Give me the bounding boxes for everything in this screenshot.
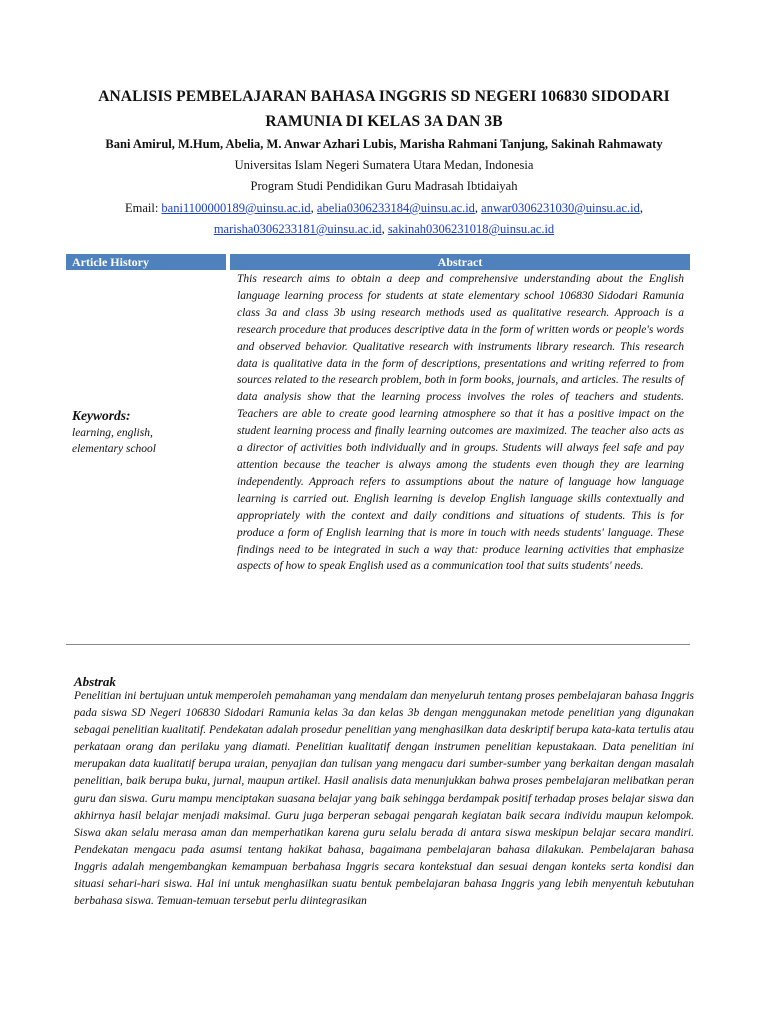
english-abstract: This research aims to obtain a deep and comprehensive understanding about the English language learning process for students at state elementary school 106830 Sidodari Ramunia class 3a and class 3b using research methods used as qualitative research. Approach is a research procedure that produces descriptive data in the form of written words or people's words and observed behavior. Qualitative research with instruments library research. This research data is qualitative data in the form of descriptions, presentations and writing referred to from sources related to the research problem, both in form books, journals, and articles. The results of data analysis show that the learning process involves the roles of teachers and students. Teachers are able to create good learning atmosphere so that it has a positive impact on the student learning process and finally learning outcomes are maximized. The teacher also acts as a director of activities both individually and in groups. Students will always feel safe and pay attention because the teacher is always among the students even though they are learning independently. Approach refers to assumptions about the nature of language how language learning is carried out. English learning is develop English language skills contextually and appropriately with the context and daily conditions and situations of students. This is for produce a form of English learning that is more in touch with needs students' language. These findings need to be integrated in such a way that: produce learning activities that emphasize aspects of how to speak English used as a communication tool that suits students' needs.	[237, 273, 684, 573]
author-list: Bani Amirul, M.Hum, Abelia, M. Anwar Azhari Lubis, Marisha Rahmani Tanjung, Sakinah Rahmawaty	[105, 137, 663, 151]
email-separator: ,	[310, 201, 314, 215]
email-separator: ,	[639, 201, 644, 215]
abstrak-title: Abstrak	[74, 674, 116, 689]
keywords-list: learning, english, elementary school	[72, 427, 156, 455]
email-separator: ,	[474, 201, 479, 215]
article-history-header: Article History	[66, 254, 226, 270]
affiliation-university: Universitas Islam Negeri Sumatera Utara Medan, Indonesia	[234, 158, 534, 172]
email-link[interactable]: abelia0306233184@uinsu.ac.id	[316, 201, 475, 215]
email-link[interactable]: marisha0306233181@uinsu.ac.id	[213, 222, 382, 236]
abstract-header: Abstract	[230, 254, 690, 270]
paper-title: ANALISIS PEMBELAJARAN BAHASA INGGRIS SD NEGERI 106830 SIDODARI RAMUNIA DI KELAS 3A DAN 3B	[98, 88, 670, 130]
email-link[interactable]: anwar0306231030@uinsu.ac.id	[481, 201, 640, 215]
email-label: Email:	[124, 201, 159, 215]
section-divider	[66, 644, 690, 645]
email-link[interactable]: sakinah0306231018@uinsu.ac.id	[387, 222, 555, 236]
email-separator: ,	[381, 222, 385, 236]
indonesian-abstract: Penelitian ini bertujuan untuk memperoleh pemahaman yang mendalam dan menyeluruh tentang proses pembelajaran bahasa Inggris pada siswa SD Negeri 106830 Sidodari Ramunia kelas 3a dan kelas 3b dengan menggunakan metode penelitian yang digunakan sebagai penelitian kualitatif. Pendekatan adalah prosedur penelitian yang menghasilkan data deskriptif berupa kata-kata tertulis atau perkataan orang dan perilaku yang diamati. Penelitian kualitatif dengan instrumen penelitian kepustakaan. Data penelitian ini merupakan data kualitatif berupa uraian, penyajian dan tulisan yang mengacu dari sumber-sumber yang berkaitan dengan masalah penelitian, baik berupa buku, jurnal, maupun artikel. Hasil analisis data menunjukkan bahwa proses pembelajaran melibatkan peran guru dan siswa. Guru mampu menciptakan suasana belajar yang baik sehingga berdampak positif terhadap proses belajar siswa dan akhirnya hasil belajar menjadi maksimal. Guru juga berperan sebagai pengarah kegiatan baik secara individu maupun kelompok. Siswa akan selalu merasa aman dan memperhatikan karena guru selalu berada di antara siswa meskipun belajar secara mandiri. Pendekatan mengacu pada asumsi tentang hakikat bahasa, bagaimana pembelajaran bahasa dilakukan. Pembelajaran bahasa Inggris adalah mengembangkan kemampuan berbahasa Inggris secara kontekstual dan sesuai dengan konteks serta kondisi dan situasi sehari-hari siswa. Hal ini untuk menghasilkan suatu bentuk pembelajaran bahasa Inggris yang lebih menyentuh kebutuhan berbahasa siswa. Temuan-temuan tersebut perlu diintegrasikan	[74, 690, 694, 908]
affiliation-program: Program Studi Pendidikan Guru Madrasah Ibtidaiyah	[250, 179, 518, 193]
keywords-title: Keywords:	[72, 408, 131, 423]
email-link[interactable]: bani1100000189@uinsu.ac.id	[161, 201, 311, 215]
email-line	[60, 198, 708, 240]
